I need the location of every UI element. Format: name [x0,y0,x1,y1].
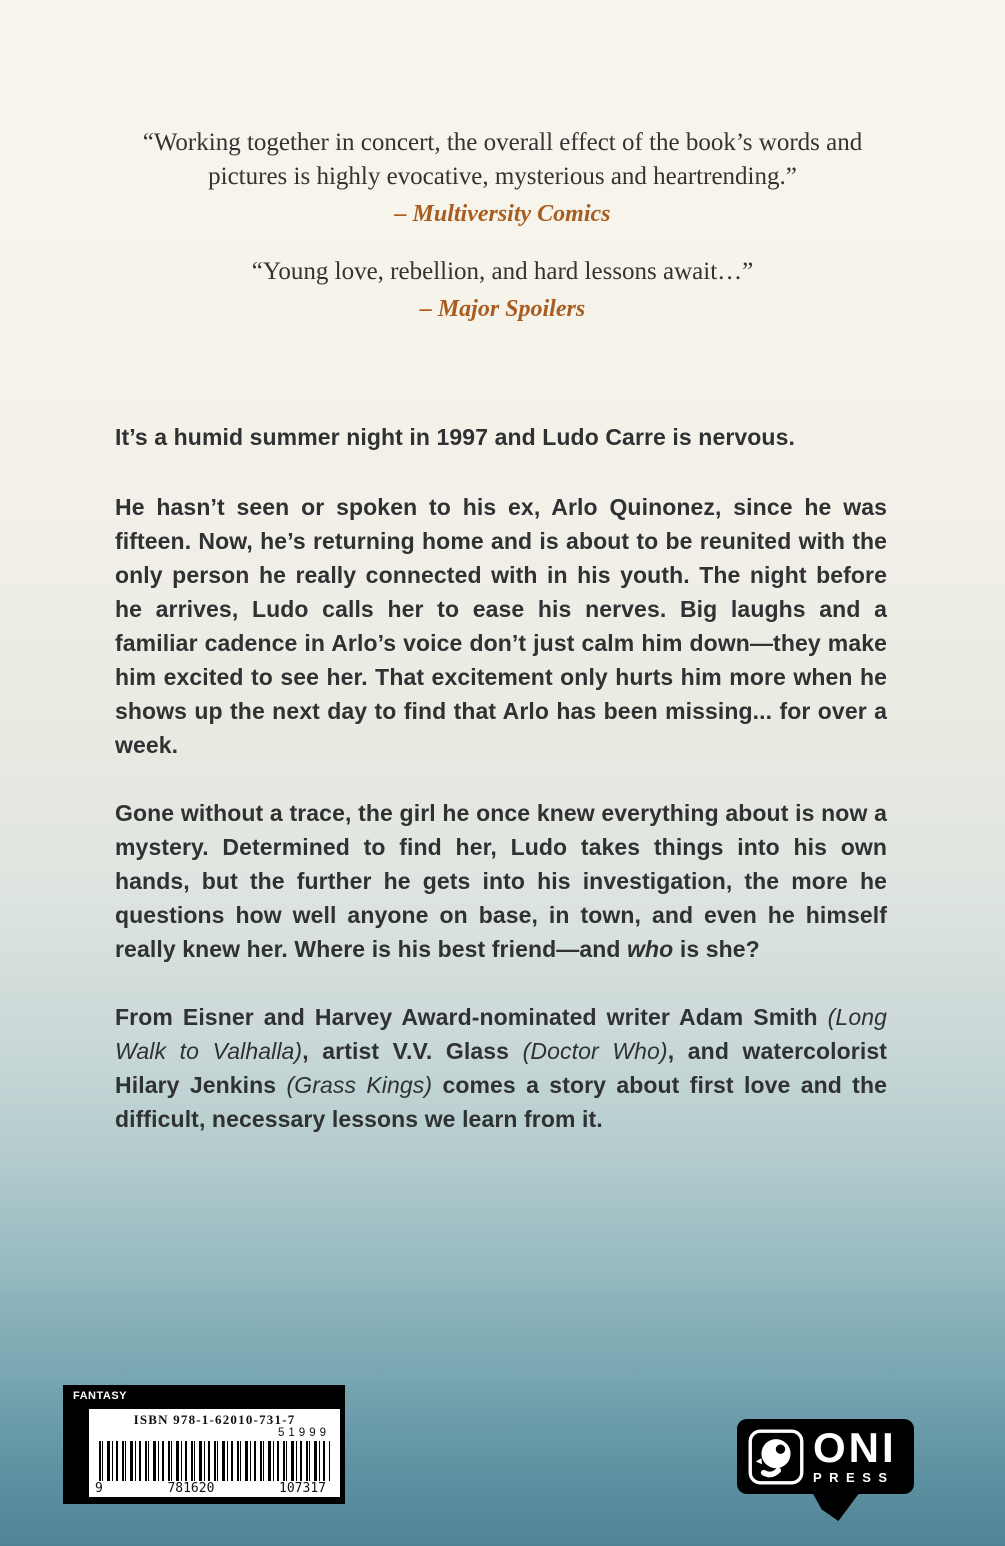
synopsis-paragraph-1: He hasn’t seen or spoken to his ex, Arlo Quinonez, since he was fifteen. Now, he’s returning home and is about to be reunited with the only person he really connected with in his youth. The night before he arrives, Ludo calls her to ease his nerves. Big laughs and a familiar cadence in Arlo’s voice don’t just calm him down—they make him excited to see her. That excitement only hurts him more when he shows up the next day to find that Arlo has been missing... for over a week. [115,494,887,758]
isbn-text: ISBN 978-1-62010-731-7 [133,1412,296,1427]
review-quote [0,126,1005,228]
review-quote [0,255,1005,323]
publisher-name: ONI [813,1424,897,1472]
oni-wordmark [813,1424,897,1485]
quote-text: “Working together in concert, the overall effect of the book’s words and pictures is highly evocative, mysterious and heartrending.” [142,129,863,190]
review-quotes [0,126,1005,323]
quote-text: “Young love, rebellion, and hard lessons await…” [251,258,754,285]
price-code: 51999 [278,1427,330,1439]
barcode-digit-group: 781620 [167,1481,215,1496]
book-title: (Grass Kings) [286,1072,433,1098]
credits-text: comes a story about first love and the difficult, necessary lessons we learn from it. [115,1072,887,1132]
barcode-block [63,1385,345,1504]
barcode-digit-group: 107317 [279,1481,326,1496]
genre-label: FANTASY [73,1390,128,1402]
barcode-bars [99,1441,330,1483]
synopsis [115,420,887,1170]
credits-text: From Eisner and Harvey Award-nominated writer Adam Smith [115,1004,828,1030]
credits-text: , and watercolorist Hilary Jenkins [115,1038,888,1098]
paragraph-text: is she? [673,936,760,962]
credits-paragraph [115,1000,887,1136]
synopsis-paragraph-2 [115,796,887,966]
quote-attribution: – Multiversity Comics [394,201,611,227]
emphasized-word: who [627,936,674,962]
barcode-digits [93,1481,336,1496]
book-title: (Long Walk to Valhalla) [115,1004,887,1064]
paragraph-text: Gone without a trace, the girl he once knew everything about is now a mystery. Determined to find her, Ludo takes things into his own hands, but the further he gets into his investigation, the more he questions how well anyone on base, in town, and even he himself really knew her. Where is his best friend—and [115,800,887,962]
credits-text: , artist V.V. Glass [302,1038,523,1064]
synopsis-headline: It’s a humid summer night in 1997 and Ludo Carre is nervous. [115,424,795,450]
logo-tail [812,1492,860,1521]
quote-attribution: – Major Spoilers [419,296,586,322]
book-title: (Doctor Who) [522,1038,668,1064]
publisher-imprint: PRESS [813,1469,895,1485]
oni-press-logo [737,1419,914,1494]
barcode-digit-group: 9 [95,1481,103,1496]
barcode-panel [89,1409,340,1497]
oni-bird-icon [748,1429,804,1485]
